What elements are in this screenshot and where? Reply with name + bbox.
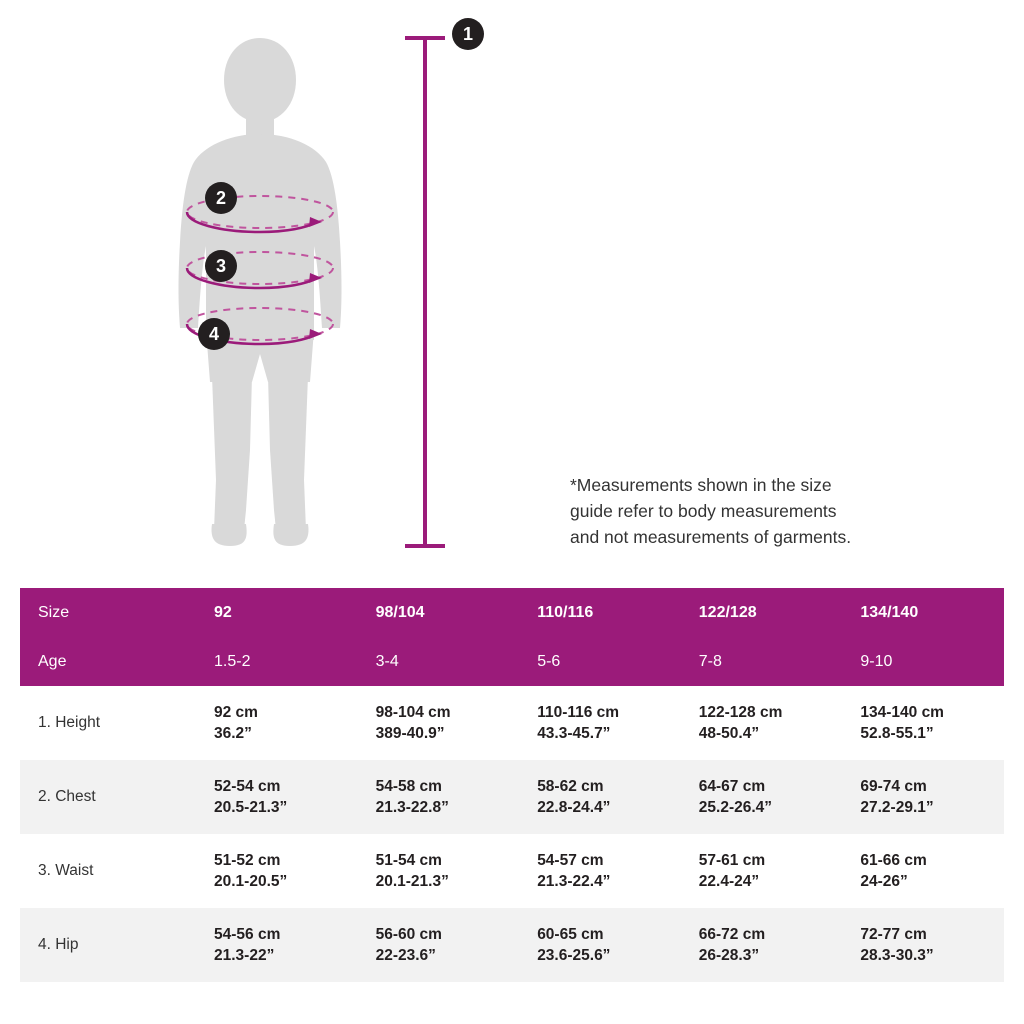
cell-chest-110-116 xyxy=(519,760,681,834)
cell-chest-134-140 xyxy=(842,760,1004,834)
cell-inch: 23.6-25.6” xyxy=(537,947,611,964)
cell-waist-122-128 xyxy=(681,834,843,908)
cell-waist-134-140 xyxy=(842,834,1004,908)
cell-inch: 22.8-24.4” xyxy=(537,799,611,816)
cell-cm: 110-116 cm xyxy=(537,704,620,721)
table-row xyxy=(20,908,1004,982)
cell-height-92 xyxy=(196,686,358,760)
header-age-1: 3-4 xyxy=(375,652,399,670)
cell-hip-122-128 xyxy=(681,908,843,982)
cell-cm: 98-104 cm xyxy=(375,704,451,721)
cell-hip-134-140 xyxy=(842,908,1004,982)
header-size-3: 122/128 xyxy=(698,603,757,621)
callout-badge-height: 1 xyxy=(452,18,484,50)
cell-hip-110-116 xyxy=(519,908,681,982)
cell-waist-98-104 xyxy=(358,834,520,908)
cell-cm: 61-66 cm xyxy=(860,852,927,869)
cell-inch: 21.3-22.4” xyxy=(537,873,611,890)
cell-inch: 21.3-22.8” xyxy=(375,799,449,816)
cell-inch: 27.2-29.1” xyxy=(860,799,934,816)
cell-cm: 66-72 cm xyxy=(698,926,766,943)
header-size-2: 110/116 xyxy=(537,603,594,621)
cell-cm: 122-128 cm xyxy=(698,704,783,721)
callout-badge-waist: 3 xyxy=(205,250,237,282)
cell-inch: 21.3-22” xyxy=(214,947,275,964)
cell-height-110-116 xyxy=(519,686,681,760)
cell-cm: 134-140 cm xyxy=(860,704,944,721)
cell-cm: 72-77 cm xyxy=(860,926,927,943)
row-label-waist: 3. Waist xyxy=(38,862,94,879)
cell-hip-92 xyxy=(196,908,358,982)
header-age-4: 9-10 xyxy=(860,652,893,670)
cell-cm: 58-62 cm xyxy=(537,778,604,795)
cell-cm: 69-74 cm xyxy=(860,778,927,795)
cell-inch: 48-50.4” xyxy=(698,725,760,742)
cell-inch: 43.3-45.7” xyxy=(537,725,611,742)
cell-chest-122-128 xyxy=(681,760,843,834)
cell-height-122-128 xyxy=(681,686,843,760)
cell-height-134-140 xyxy=(842,686,1004,760)
child-body-silhouette xyxy=(179,38,342,546)
header-age-label: Age xyxy=(38,652,67,670)
cell-cm: 54-57 cm xyxy=(537,852,604,869)
cell-height-98-104 xyxy=(358,686,520,760)
cell-hip-98-104 xyxy=(358,908,520,982)
cell-chest-92 xyxy=(196,760,358,834)
row-label-height: 1. Height xyxy=(38,714,101,731)
header-age-0: 1.5-2 xyxy=(214,652,251,670)
cell-cm: 51-52 cm xyxy=(214,852,281,869)
cell-inch: 36.2” xyxy=(214,725,252,742)
table-row xyxy=(20,686,1004,760)
measurement-note-line-2: guide refer to body measurements xyxy=(570,501,837,521)
cell-cm: 52-54 cm xyxy=(214,778,281,795)
header-age-3: 7-8 xyxy=(698,652,722,670)
table-header-size-row xyxy=(20,588,1004,637)
cell-waist-92 xyxy=(196,834,358,908)
cell-inch: 389-40.9” xyxy=(375,725,445,742)
callout-badge-chest: 2 xyxy=(205,182,237,214)
cell-cm: 64-67 cm xyxy=(698,778,766,795)
cell-inch: 22-23.6” xyxy=(375,947,436,964)
cell-inch: 24-26” xyxy=(860,873,908,890)
table-row xyxy=(20,834,1004,908)
size-table-container xyxy=(20,588,1004,982)
measurement-note xyxy=(570,472,970,550)
cell-cm: 57-61 cm xyxy=(698,852,766,869)
cell-inch: 22.4-24” xyxy=(698,873,760,890)
cell-inch: 26-28.3” xyxy=(698,947,760,964)
callout-badge-hip: 4 xyxy=(198,318,230,350)
child-silhouette-diagram xyxy=(150,10,630,570)
header-size-1: 98/104 xyxy=(375,603,425,621)
header-size-0: 92 xyxy=(214,603,232,621)
row-label-chest: 2. Chest xyxy=(38,788,96,805)
header-size-4: 134/140 xyxy=(860,603,919,621)
cell-inch: 28.3-30.3” xyxy=(860,947,934,964)
cell-waist-110-116 xyxy=(519,834,681,908)
header-size-label: Size xyxy=(38,603,70,621)
row-label-hip: 4. Hip xyxy=(38,936,79,953)
table-row xyxy=(20,760,1004,834)
cell-cm: 54-58 cm xyxy=(375,778,442,795)
cell-inch: 20.5-21.3” xyxy=(214,799,288,816)
measurement-note-line-3: and not measurements of garments. xyxy=(570,527,852,547)
cell-chest-98-104 xyxy=(358,760,520,834)
height-measure-line xyxy=(405,38,445,546)
cell-inch: 25.2-26.4” xyxy=(698,799,773,816)
cell-cm: 54-56 cm xyxy=(214,926,281,943)
cell-cm: 56-60 cm xyxy=(375,926,442,943)
cell-inch: 20.1-20.5” xyxy=(214,873,288,890)
cell-cm: 60-65 cm xyxy=(537,926,604,943)
cell-cm: 92 cm xyxy=(214,704,258,721)
header-age-2: 5-6 xyxy=(537,652,561,670)
cell-inch: 52.8-55.1” xyxy=(860,725,934,742)
cell-inch: 20.1-21.3” xyxy=(375,873,449,890)
cell-cm: 51-54 cm xyxy=(375,852,442,869)
table-header-age-row xyxy=(20,637,1004,686)
size-table xyxy=(20,588,1004,982)
measurement-note-line-1: *Measurements shown in the size xyxy=(570,475,832,495)
